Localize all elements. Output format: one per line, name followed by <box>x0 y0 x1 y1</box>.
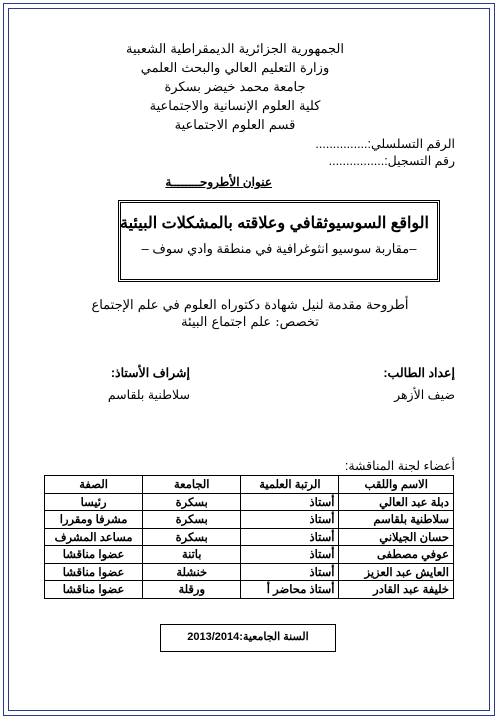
committee-header-row <box>45 476 454 494</box>
member-role: عضوا مناقشا <box>45 546 143 564</box>
faculty-line: كلية العلوم الإنسانية والاجتماعية <box>149 99 321 114</box>
degree-line: أطروحة مقدمة لنيل شهادة دكتوراه العلوم في علم الإجتماع <box>91 298 409 313</box>
member-name: دبلة عبد العالي <box>339 493 454 511</box>
serial-block <box>315 136 455 170</box>
table-row <box>45 511 454 529</box>
member-role: مشرفا ومقررا <box>45 511 143 529</box>
ministry-line: وزارة التعليم العالي والبحث العلمي <box>140 61 330 76</box>
member-rank: أستاذ <box>241 563 339 581</box>
table-row <box>45 563 454 581</box>
member-rank: أستاذ <box>241 528 339 546</box>
thesis-title-box <box>118 200 440 282</box>
serial-number: الرقم التسلسلي:............... <box>315 137 455 151</box>
committee-label: أعضاء لجنة المناقشة: <box>344 459 455 473</box>
member-rank: أستاذ <box>241 493 339 511</box>
supervisor-name: سلاطنية بلقاسم <box>107 388 190 402</box>
member-name: حسان الجيلاني <box>339 528 454 546</box>
header-role: الصفة <box>45 476 143 494</box>
student-name: ضيف الأزهر <box>394 388 455 402</box>
member-university: بسكرة <box>143 511 241 529</box>
header-rank: الرتبة العلمية <box>241 476 339 494</box>
member-role: عضوا مناقشا <box>45 563 143 581</box>
table-row <box>45 581 454 599</box>
member-university: ورقلة <box>143 581 241 599</box>
member-role: عضوا مناقشا <box>45 581 143 599</box>
thesis-subtitle: –مقاربة سوسيو انثوغرافية في منطقة وادي سوف – <box>141 241 417 256</box>
header-name: الاسم واللقب <box>339 476 454 494</box>
specialization-line: تخصص: علم اجتماع البيئة <box>181 315 319 330</box>
thesis-title: الواقع السوسيوثقافي وعلاقته بالمشكلات البيئية <box>120 215 429 232</box>
member-name: العايش عبد العزيز <box>339 563 454 581</box>
member-university: باتنة <box>143 546 241 564</box>
member-role: مساعد المشرف <box>45 528 143 546</box>
header-university: الجامعة <box>143 476 241 494</box>
thesis-title-label: عنوان الأطروحــــــــة <box>165 175 272 189</box>
member-rank: أستاذ محاضر أ <box>241 581 339 599</box>
university-line: جامعة محمد خيضر بسكرة <box>164 80 306 95</box>
student-label: إعداد الطالب: <box>383 366 455 380</box>
department-line: قسم العلوم الاجتماعية <box>174 118 296 133</box>
member-university: خنشلة <box>143 563 241 581</box>
member-name: سلاطنية بلقاسم <box>339 511 454 529</box>
supervisor-block <box>60 362 190 406</box>
member-name: خليفة عبد القادر <box>339 581 454 599</box>
committee-table <box>44 475 454 599</box>
member-university: بسكرة <box>143 528 241 546</box>
member-university: بسكرة <box>143 493 241 511</box>
member-role: رئيسا <box>45 493 143 511</box>
supervisor-label: إشراف الأستاذ: <box>110 366 190 380</box>
member-rank: أستاذ <box>241 546 339 564</box>
member-name: عوفي مصطفى <box>339 546 454 564</box>
table-row <box>45 493 454 511</box>
student-block <box>383 362 455 406</box>
republic-line: الجمهورية الجزائرية الديمقراطية الشعبية <box>126 42 344 57</box>
table-row <box>45 528 454 546</box>
degree-block <box>50 297 450 331</box>
member-rank: أستاذ <box>241 511 339 529</box>
academic-year: السنة الجامعية:2013/2014 <box>160 624 336 652</box>
registration-number: رقم التسجيل:................ <box>328 154 455 168</box>
institution-header <box>70 40 400 135</box>
table-row <box>45 546 454 564</box>
author-supervisor-block <box>60 362 455 402</box>
